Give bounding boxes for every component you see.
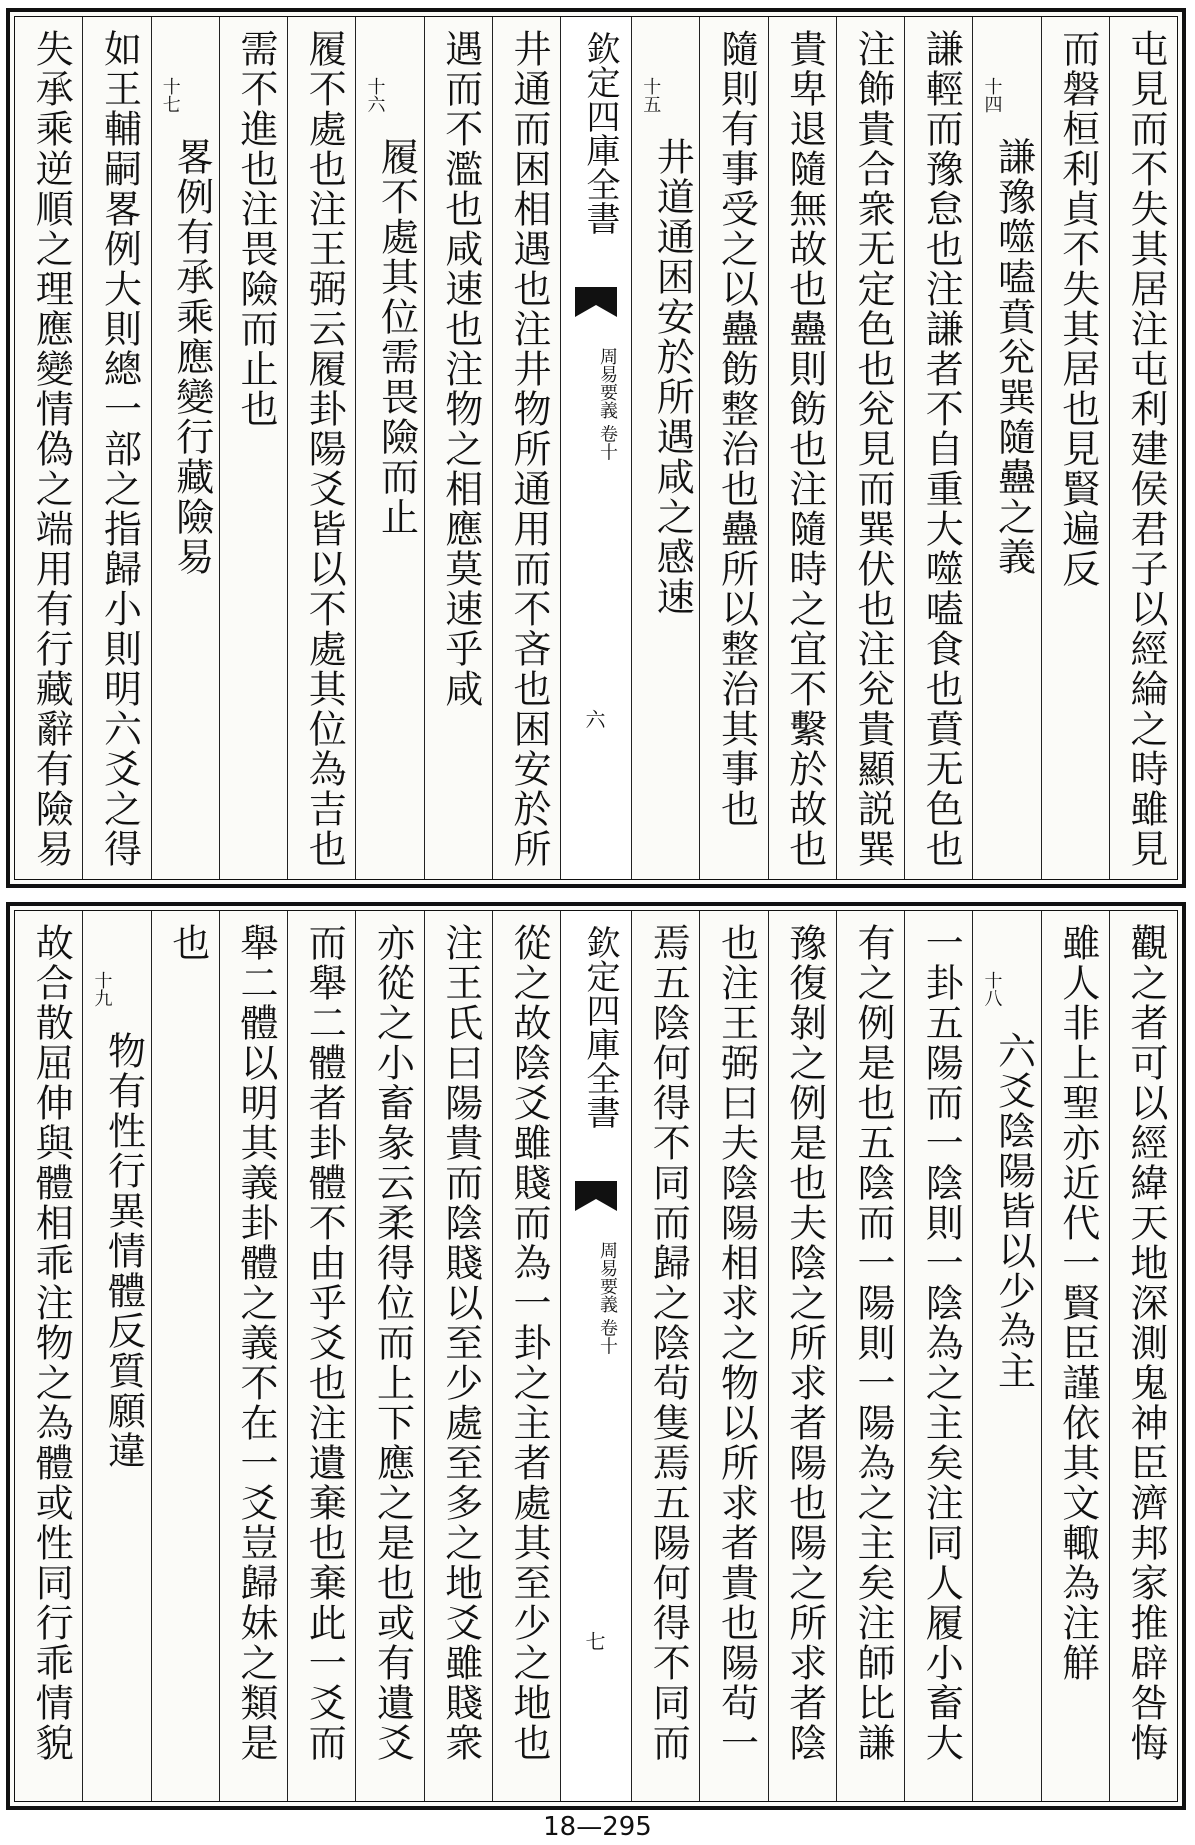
- lower-page-frame: [14, 910, 1178, 1802]
- text-column: [15, 17, 82, 879]
- column-text: 井道通困安於所遇咸之感速: [650, 137, 695, 617]
- text-column: [151, 17, 219, 879]
- column-text: 履不處其位需畏險而止: [374, 137, 419, 537]
- lower-page: [6, 902, 1186, 1810]
- column-text: 雖人非上聖亦近代一賢臣謹依其文輙為注觧: [1055, 923, 1100, 1683]
- leaf-number: 六: [582, 709, 606, 729]
- column-text: 遇而不濫也咸速也注物之相應莫速乎咸: [438, 29, 483, 709]
- lower-columns: [15, 911, 1177, 1801]
- column-text: 物有性行異情體反質願違: [101, 1031, 146, 1471]
- column-text: 如王輔嗣畧例大則總一部之指歸小則明六爻之得: [97, 29, 142, 869]
- text-column: [82, 17, 150, 879]
- column-text: 畧例有承乘應變行藏險易: [169, 137, 214, 577]
- text-column: [1041, 17, 1109, 879]
- column-text: 觀之者可以經緯天地深測鬼神臣濟邦家推辟咎悔: [1124, 923, 1168, 1763]
- collection-title: 欽定四庫全書: [580, 31, 620, 235]
- column-text: 從之故陰爻雖賤而為一卦之主者處其至少之地也: [507, 923, 551, 1763]
- column-text: 貴卑退隨無故也蠱則飭也注隨時之宜不繫於故也: [782, 29, 827, 869]
- column-text: 失承乘逆順之理應變情偽之端用有行藏辭有險易: [29, 29, 74, 869]
- column-text: 豫復剝之例是也夫陰之所求者陽也陽之所求者陰: [782, 923, 827, 1763]
- text-column: [219, 911, 287, 1801]
- column-text: 注飾貴合衆无定色也兊見而巽伏也注兊貴顯説巽: [851, 29, 895, 869]
- section-number: 十八: [981, 971, 1003, 1007]
- text-column: [492, 911, 560, 1801]
- section-number: 十九: [91, 971, 113, 1007]
- text-column: [287, 911, 355, 1801]
- text-column: [1109, 17, 1177, 879]
- text-column: [904, 17, 972, 879]
- text-column: [219, 17, 287, 879]
- text-column: [972, 911, 1040, 1801]
- section-number: 十四: [981, 77, 1003, 113]
- column-text: 而舉二體者卦體不由乎爻也注遺棄也棄此一爻而: [302, 923, 347, 1763]
- text-column: [768, 17, 836, 879]
- text-column: [492, 17, 560, 879]
- text-column: [424, 17, 492, 879]
- fishtail-mark: [575, 287, 617, 317]
- page-number-footer: 18—295: [543, 1812, 652, 1842]
- text-column: [151, 911, 219, 1801]
- column-text: 注王氏曰陽貴而陰賤以至少處至多之地爻雖賤衆: [438, 923, 483, 1763]
- column-text: 亦從之小畜彖云柔得位而上下應之是也或有遺爻: [370, 923, 415, 1763]
- text-column: [355, 17, 423, 879]
- column-text: 故合散屈伸與體相乖注物之為體或性同行乖情貌: [29, 923, 74, 1763]
- center-margin-block: [560, 17, 631, 879]
- column-text: 謙豫噬嗑賁兊巽隨蠱之義: [991, 137, 1036, 577]
- text-column: [836, 911, 904, 1801]
- column-text: 有之例是也五陰而一陽則一陽為之主矣注師比謙: [851, 923, 895, 1763]
- column-text: 履不處也注王弼云履卦陽爻皆以不處其位為吉也: [302, 29, 347, 869]
- upper-page-frame: [14, 16, 1178, 880]
- text-column: [424, 911, 492, 1801]
- column-text: 而磐桓利貞不失其居也見賢遍反: [1055, 29, 1100, 589]
- collection-title: 欽定四庫全書: [580, 925, 620, 1129]
- center-margin-block: [560, 911, 631, 1801]
- column-text: 謙輕而豫怠也注謙者不自重大噬嗑食也賁无色也: [919, 29, 964, 869]
- text-column: [699, 17, 767, 879]
- column-text: 屯見而不失其居注屯利建侯君子以經綸之時雖見: [1124, 29, 1168, 869]
- text-column: [355, 911, 423, 1801]
- fishtail-mark: [575, 1181, 617, 1211]
- column-text: 也: [165, 923, 210, 963]
- upper-columns: [15, 17, 1177, 879]
- column-text: 焉五陰何得不同而歸之陰茍隻焉五陽何得不同而: [646, 923, 691, 1763]
- upper-page: [6, 8, 1186, 888]
- text-column: [287, 17, 355, 879]
- text-column: [82, 911, 150, 1801]
- text-column: [768, 911, 836, 1801]
- text-column: [972, 17, 1040, 879]
- column-text: 一卦五陽而一陰則一陰為之主矣注同人履小畜大: [919, 923, 964, 1763]
- text-column: [904, 911, 972, 1801]
- text-column: [15, 911, 82, 1801]
- text-column: [836, 17, 904, 879]
- text-column: [631, 911, 699, 1801]
- column-text: 也注王弼曰夫陰陽相求之物以所求者貴也陽茍一: [714, 923, 759, 1763]
- volume-label: 周易要義 卷十: [597, 347, 618, 461]
- column-text: 需不進也注畏險而止也: [234, 29, 278, 429]
- section-number: 十七: [159, 77, 181, 113]
- column-text: 舉二體以明其義卦體之義不在一爻豈歸妹之類是: [234, 923, 278, 1763]
- text-column: [1109, 911, 1177, 1801]
- column-text: 隨則有事受之以蠱飭整治也蠱所以整治其事也: [714, 29, 759, 829]
- text-column: [699, 911, 767, 1801]
- section-number: 十五: [640, 77, 662, 113]
- text-column: [1041, 911, 1109, 1801]
- leaf-number: 七: [582, 1631, 606, 1651]
- column-text: 井通而困相遇也注井物所通用而不吝也困安於所: [507, 29, 551, 869]
- volume-label: 周易要義 卷十: [597, 1241, 618, 1355]
- column-text: 六爻陰陽皆以少為主: [991, 1031, 1036, 1391]
- section-number: 十六: [364, 77, 386, 113]
- text-column: [631, 17, 699, 879]
